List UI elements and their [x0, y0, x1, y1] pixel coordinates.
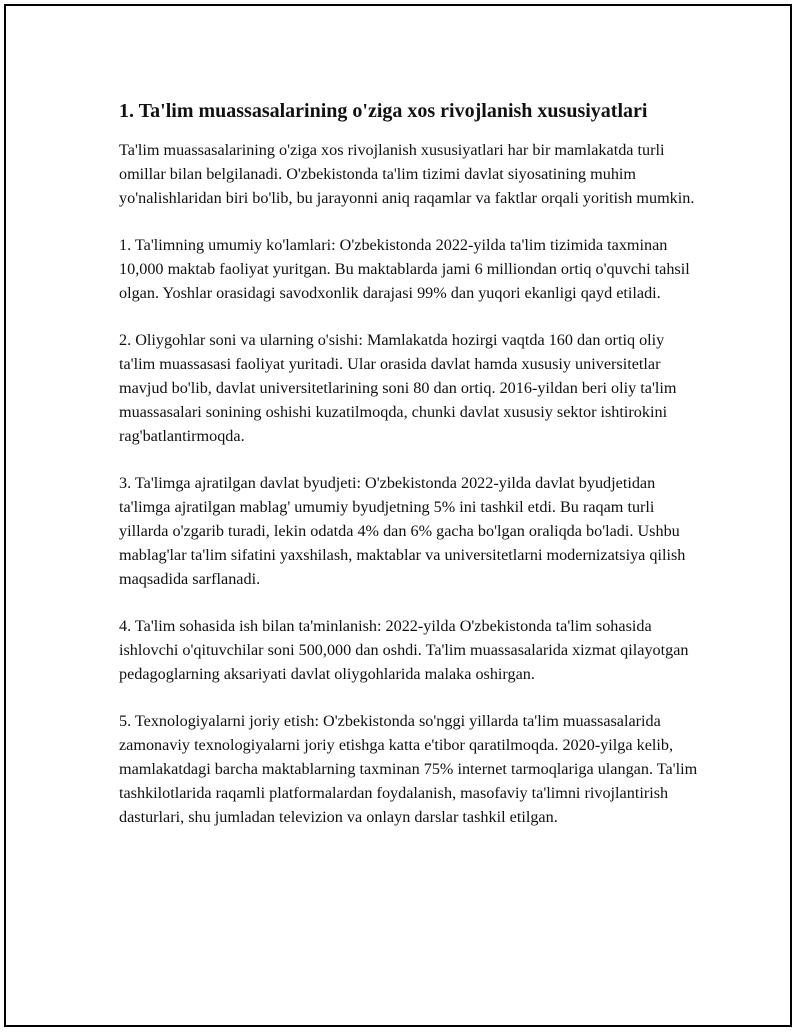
- paragraph-employment: 4. Ta'lim sohasida ish bilan ta'minlanish: 2022-yilda O'zbekistonda ta'lim sohasida ishlovchi o'qituvchilar soni 500,000 dan oshdi. Ta'lim muassasalarida xizmat qilayotgan pedagoglarning aksariyati davlat oliygohlarida malaka oshirgan.: [119, 617, 689, 683]
- paragraph-technology: 5. Texnologiyalarni joriy etish: O'zbekistonda so'nggi yillarda ta'lim muassasalarida zamonaviy texnologiyalarni joriy etishga katta e'tibor qaratilmoqda. 2020-yilga kelib, mamlakatdagi barcha maktablarning taxminan 75% internet tarmoqlariga ulangan. Ta'lim tashkilotlarida raqamli platformalardan foydalanish, masofaviy ta'limni rivojlantirish dasturlari, shu jumladan televizion va onlayn darslar tashkil etilgan.: [119, 712, 698, 826]
- intro-paragraph: Ta'lim muassasalarining o'ziga xos rivojlanish xususiyatlari har bir mamlakatda turli omillar bilan belgilanadi. O'zbekistonda ta'lim tizimi davlat siyosatining muhim yo'nalishlaridan biri bo'lib, bu jarayonni aniq raqamlar va faktlar orqali yoritish mumkin.: [119, 141, 695, 207]
- section-title: 1. Ta'lim muassasalarining o'ziga xos rivojlanish xususiyatlari: [119, 100, 648, 122]
- paragraph-universities: 2. Oliygohlar soni va ularning o'sishi: Mamlakatda hozirgi vaqtda 160 dan ortiq oliy ta'lim muassasasi faoliyat yuritadi. Ular orasida davlat hamda xususiy universitetlar mavjud bo'lib, davlat universitetlarining soni 80 dan ortiq. 2016-yildan beri oliy ta'lim muassasalari sonining oshishi kuzatilmoqda, chunki davlat xususiy sektor ishtirokini rag'batlantirmoqda.: [119, 331, 677, 445]
- paragraph-general-scope: 1. Ta'limning umumiy ko'lamlari: O'zbekistonda 2022-yilda ta'lim tizimida taxminan 10,000 maktab faoliyat yuritgan. Bu maktablarda jami 6 milliondan ortiq o'quvchi tahsil olgan. Yoshlar orasidagi savodxonlik darajasi 99% dan yuqori ekanligi qayd etiladi.: [119, 236, 690, 302]
- paragraph-budget: 3. Ta'limga ajratilgan davlat byudjeti: O'zbekistonda 2022-yilda davlat byudjetidan ta'limga ajratilgan mablag' umumiy byudjetning 5% ini tashkil etdi. Bu raqam turli yillarda o'zgarib turadi, lekin odatda 4% dan 6% gacha bo'lgan oraliqda bo'ladi. Ushbu mablag'lar ta'lim sifatini yaxshilash, maktablar va universitetlarni modernizatsiya qilish maqsadida sarflanadi.: [119, 474, 686, 588]
- document-body: [119, 98, 699, 852]
- page-frame: [4, 4, 792, 1027]
